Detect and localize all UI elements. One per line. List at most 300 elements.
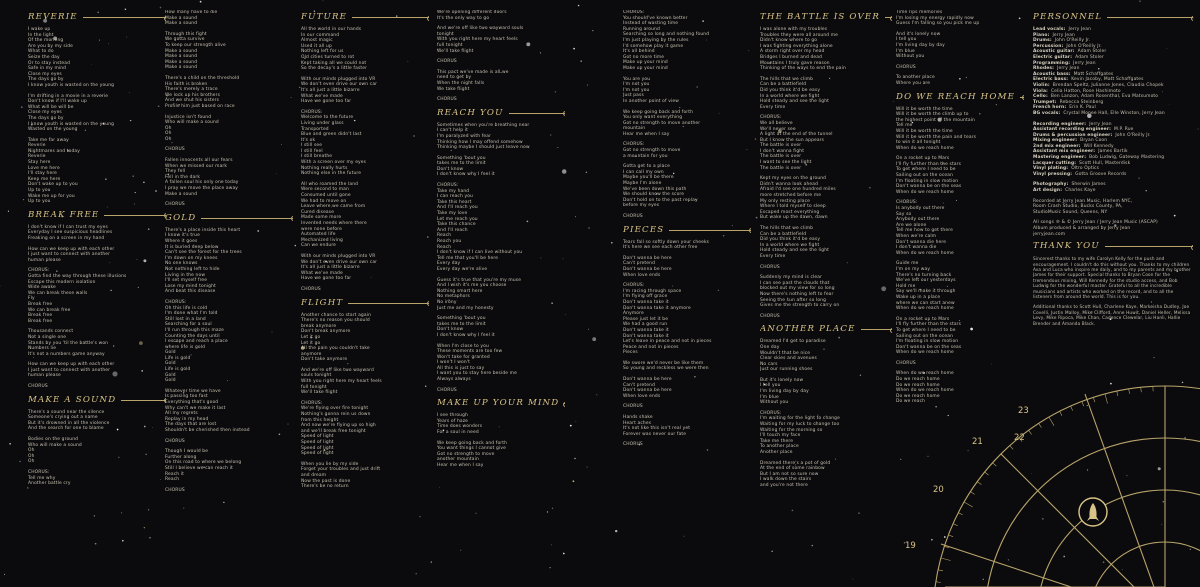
- star: [200, 1, 202, 3]
- dial-tick: [953, 524, 958, 526]
- credit-name: Jerry Jean: [1089, 121, 1112, 127]
- lyric-line: Everything that's good: [165, 400, 219, 406]
- lyric-line: Escaped most everything: [760, 209, 820, 215]
- lyric-line: Tell me why: [28, 475, 56, 481]
- lyric-line: It's the only way to go: [437, 15, 490, 21]
- celestial-dial-graphic: [845, 360, 1200, 587]
- lyric-line: Make up your mind: [623, 65, 668, 71]
- lyric-line: another mountain: [437, 457, 479, 463]
- lyrics-column-2: [165, 10, 293, 581]
- credit-role: BG vocals:: [1033, 110, 1061, 116]
- lyric-line: Can't pretend: [623, 382, 656, 388]
- dial-tick: [1141, 387, 1142, 392]
- lyric-line: Oh: [28, 453, 35, 459]
- lyric-line: Close my eyes: [28, 71, 62, 77]
- title-rule: [352, 17, 429, 18]
- credit-name: Jerry Jean: [1073, 60, 1096, 66]
- lyric-line: Where you are: [896, 80, 931, 86]
- lyric-line: takes me to the limit: [437, 161, 486, 167]
- lyric-line: I don't know why I feel it: [437, 332, 495, 338]
- song-title-text: FUTURE: [301, 12, 348, 22]
- lyric-line: full tonight: [437, 42, 463, 48]
- lyric-stanza: [437, 183, 565, 273]
- lyric-line: Leave where we came from: [301, 204, 366, 210]
- lyric-line: takes me to the limit: [437, 321, 486, 327]
- lyric-line: Searching for a soul: [165, 322, 212, 328]
- lyric-line: Forever was never our fate: [623, 431, 687, 437]
- lyric-line: I see through: [437, 413, 468, 419]
- lyric-stanza: [28, 27, 166, 89]
- lyric-line: I tell you: [760, 383, 781, 389]
- credit-name: John O'Reilly Jr.: [1115, 132, 1151, 138]
- lyric-line: to win it all tonight: [896, 140, 941, 146]
- lyric-line: Mountains I truly gave reason: [760, 60, 830, 66]
- lyric-line: CHORUS: [623, 442, 643, 448]
- lyric-stanza: [301, 110, 429, 177]
- lyric-line: But it's lonely now: [760, 377, 804, 383]
- lyric-line: Or to stay instead: [28, 60, 71, 66]
- lyric-stanza: [301, 287, 429, 293]
- lyric-line: All this is just to say: [437, 365, 485, 371]
- lyric-line: Say so: [896, 211, 912, 217]
- lyric-stanza: [165, 115, 293, 143]
- lyric-line: and we'll break free tonight: [301, 428, 366, 434]
- lyric-line: I'm on my way: [896, 266, 931, 272]
- lyric-line: With a screen over my eyes: [301, 160, 367, 166]
- lyric-line: Make a sound: [165, 48, 198, 54]
- lyric-line: Sometimes when you're breathing near: [437, 122, 530, 128]
- song-title-text: FLIGHT: [301, 297, 344, 308]
- lyric-line: Make a sound: [165, 59, 198, 65]
- lyrics-column-4: [437, 10, 565, 581]
- title-rule: [1105, 246, 1193, 247]
- lyric-line: CHORUS: [760, 313, 780, 319]
- dial-tick: [1105, 394, 1108, 404]
- dial-tick: [1060, 411, 1062, 415]
- lyric-line: I escape and reach a place: [165, 339, 228, 345]
- lyric-line: To get where I need to be: [896, 167, 956, 173]
- lyric-stanza: [437, 441, 565, 469]
- lyric-line: Close my eyes: [28, 110, 62, 116]
- title-rule: [564, 403, 565, 404]
- star: [295, 245, 296, 246]
- lyric-line: In another point of view: [623, 98, 679, 104]
- lyric-line: And we shut his sisters: [165, 98, 220, 104]
- lyric-line: Pieces: [623, 350, 638, 356]
- lyric-line: Don't break anymore: [301, 329, 351, 335]
- song-title-text: ANOTHER PLACE: [760, 324, 856, 335]
- lyric-stanza: [623, 142, 751, 159]
- lyric-stanza: [437, 59, 565, 65]
- dial-tick: [1039, 423, 1042, 427]
- lyric-line: Mechanized living: [301, 237, 343, 243]
- lyric-stanza: [28, 384, 166, 390]
- lyric-line: more stretched before me: [760, 193, 822, 199]
- lyric-line: I know youth is wasted on the young: [28, 82, 115, 88]
- lyric-line: Fly: [28, 296, 35, 302]
- lyric-line: Love me here: [28, 165, 60, 171]
- dial-core-ring: [1089, 542, 1200, 587]
- lyric-line: We don't even drive our own car: [301, 259, 378, 265]
- title-rule: [201, 218, 293, 219]
- lyric-line: Without you: [760, 400, 789, 406]
- lyric-line: Blue and green didn't last: [301, 132, 362, 138]
- lyric-line: Further along: [165, 454, 197, 460]
- title-rule: [509, 113, 565, 114]
- lyric-stanza: [623, 214, 751, 220]
- lyric-stanza: [623, 415, 751, 437]
- star: [431, 561, 432, 562]
- lyric-line: Living under glass: [301, 120, 344, 126]
- title-rule: [669, 230, 751, 231]
- lyric-line: On a rocket up to Mars: [896, 156, 950, 162]
- star: [586, 172, 587, 173]
- lyric-stanza: [623, 10, 751, 72]
- lyric-line: We had to move on: [301, 198, 347, 204]
- dial-inner-ring: [1037, 490, 1200, 587]
- lyric-stanza: [760, 115, 892, 171]
- lyric-stanza: [437, 123, 565, 151]
- lyric-line: I don't know if I can live without you: [437, 250, 523, 256]
- lyric-line: I'm down on my knees: [165, 255, 218, 261]
- lyric-line: Just me and my honesty: [437, 305, 494, 311]
- dial-tick: [1029, 430, 1032, 434]
- lyric-line: Life is gold: [165, 367, 191, 373]
- lyric-line: Forget your troubles and just drift: [301, 467, 381, 473]
- lyric-line: On a rocket up to Mars: [896, 316, 950, 322]
- star: [893, 101, 894, 102]
- dial-tick: [964, 502, 973, 507]
- lyric-line: We'll take flight: [437, 48, 474, 54]
- lyric-line: I'm done what I'm told: [165, 311, 218, 317]
- lyric-line: Please just let it be: [623, 316, 669, 322]
- title-rule: [1020, 97, 1024, 98]
- credit-name: Ben Lanzon, Adam Rosenthal, Eva Matsumoto: [1050, 94, 1159, 100]
- credit-role: Cello:: [1033, 94, 1048, 100]
- lyric-line: A fallen soul his only one today: [165, 180, 239, 186]
- lyric-line: When we're calm: [896, 234, 937, 239]
- credit-name: Bryan Coon: [1080, 138, 1108, 144]
- song-title: [28, 12, 166, 23]
- lyrics-column-3: [301, 10, 429, 581]
- lyric-line: Every time: [760, 104, 786, 110]
- lyric-line: need to get by: [437, 75, 472, 81]
- lyric-stanza: [165, 228, 293, 295]
- lyric-line: The battle is over: [760, 154, 802, 160]
- lyric-line: Don't wanna be here: [623, 377, 672, 383]
- lyric-line: Profile him just based on race: [165, 103, 235, 109]
- star: [1198, 129, 1199, 130]
- lyric-stanza: [896, 32, 1024, 60]
- lyric-stanza: [623, 404, 751, 410]
- lyric-line: Wake up in a place: [896, 294, 941, 300]
- lyric-stanza: [28, 268, 166, 324]
- lyric-line: the highest point of the mountain: [896, 117, 975, 123]
- lyric-line: Don't wanna take it: [623, 299, 669, 305]
- lyric-line: But wake up the dawn, dawn: [760, 215, 828, 221]
- lyric-line: I walk down the stairs: [760, 477, 812, 483]
- lyric-line: All my regrets: [165, 411, 198, 417]
- lyric-line: Whatever time we have: [165, 388, 221, 394]
- lyrics-column-1: [28, 10, 166, 581]
- lyric-line: Now there's nothing left to fear: [760, 291, 834, 297]
- lyric-line: Make a sound: [165, 21, 198, 27]
- lyric-line: Hear me when I say: [623, 131, 670, 137]
- lyric-line: How many have to die: [165, 10, 218, 15]
- dial-number: 19: [905, 541, 916, 551]
- star: [587, 85, 588, 86]
- lyric-line: Say we'll make it through: [896, 289, 956, 295]
- lyric-line: Won't take for granted: [437, 354, 490, 360]
- lyric-stanza: [896, 10, 1024, 27]
- star: [574, 458, 575, 459]
- lyric-line: CHORUS:: [623, 142, 645, 148]
- lyric-line: We've left our yesterdays: [896, 278, 956, 284]
- lyric-line: Oh: [165, 136, 172, 142]
- credit-role: Violin:: [1033, 82, 1050, 88]
- lyric-line: CHORUS:: [437, 183, 459, 189]
- lyric-line: I don't wanna die: [896, 245, 937, 251]
- lyric-line: A storm right over my head: [760, 49, 825, 55]
- lyric-stanza: [301, 462, 429, 490]
- lyric-line: I'm floating in slow motion: [896, 339, 959, 345]
- lyric-line: Freaking on a screen in my hand: [28, 236, 105, 241]
- dial-tick: [1049, 417, 1054, 426]
- lyric-line: Don't wanna take it: [623, 333, 669, 339]
- song-title: [28, 210, 166, 221]
- lyric-stanza: [437, 156, 565, 178]
- credit-role: Vinyl plating:: [1033, 166, 1069, 172]
- section-title: [1033, 12, 1193, 23]
- song-title-text: BREAK FREE: [28, 209, 100, 220]
- lyric-line: Almost magic: [301, 38, 333, 44]
- dial-tick: [985, 472, 989, 475]
- credit-line: Room Crash Studio, Bucks County, PA,: [1033, 204, 1123, 210]
- lyric-line: Injustice isn't found: [165, 114, 212, 120]
- lyric-line: When do we reach home: [896, 145, 954, 151]
- lyric-line: from this height: [301, 417, 339, 423]
- lyric-line: full tonight: [301, 384, 327, 390]
- lyric-line: Something 'bout you: [437, 316, 486, 322]
- lyric-line: I can call my own: [623, 169, 664, 175]
- lyric-line: Every time: [760, 253, 786, 259]
- lyric-line: Nothing else in the future: [301, 171, 362, 177]
- credit-line: Album produced & arranged by Jerry Jean: [1033, 226, 1131, 231]
- lyric-stanza: [760, 27, 892, 72]
- lyric-line: I pray we move the place away: [165, 186, 239, 192]
- credit-name: Scott Hull, Masterdisk: [1079, 160, 1131, 166]
- lyric-line: Guess it's true that you're my muse: [437, 277, 522, 283]
- lyric-line: CHORUS: [623, 214, 643, 219]
- lyric-line: I want to see the light: [760, 160, 812, 166]
- lyric-stanza: [896, 200, 1024, 256]
- lyric-line: When do we reach home: [896, 189, 954, 195]
- lyric-stanza: [896, 156, 1024, 195]
- lyric-line: Not a single one: [28, 334, 67, 340]
- credit-line: jerryjean.com: [1033, 231, 1066, 237]
- lyric-line: Wouldn't that be nice: [760, 350, 811, 356]
- song-section: [623, 10, 751, 220]
- lyric-line: Consumed until gone: [301, 193, 351, 199]
- credit-role: Electric bass:: [1033, 77, 1069, 83]
- lyric-line: Waiting for the morning so: [760, 427, 823, 433]
- lyric-line: Do we reach home: [896, 382, 940, 388]
- lyric-line: Don't wanna be on the seas: [896, 344, 962, 350]
- lyric-line: Will it be worth the time: [896, 106, 953, 112]
- lyric-line: Reach it: [165, 471, 184, 477]
- lyric-line: Life is gold: [165, 355, 191, 361]
- star: [23, 199, 24, 200]
- credit-name: Adam Stoler: [1075, 54, 1104, 60]
- lyric-line: Hear me when I say: [437, 463, 484, 468]
- lyric-line: We can break these walls: [28, 290, 88, 296]
- lyric-line: Hold me: [896, 283, 916, 289]
- lyric-line: What we've made: [301, 93, 343, 99]
- lyric-line: Searching so long and nothing found: [623, 32, 710, 38]
- lyric-line: I still see: [301, 143, 323, 149]
- dial-number: 21: [972, 437, 983, 447]
- credit-name: Jerry Jean: [1057, 66, 1080, 72]
- credit-role: Mastering engineer:: [1033, 155, 1087, 161]
- lyric-line: Let me reach you: [437, 216, 478, 222]
- lyric-line: And it's lonely now: [896, 31, 941, 37]
- lyric-line: Oh this life is cold: [165, 305, 208, 311]
- lyric-line: Every day we're alive: [437, 266, 488, 272]
- lyric-line: CHORUS: [437, 97, 457, 103]
- lyric-stanza: [165, 76, 293, 110]
- lyric-line: Don't know: [437, 327, 464, 333]
- lyric-line: In a world where we fight: [760, 242, 820, 248]
- lyric-stanza: [437, 413, 565, 435]
- lyric-line: Break free: [28, 313, 53, 319]
- lyric-line: Take this chance: [437, 222, 476, 228]
- song-section: [165, 10, 293, 208]
- lyric-line: Maybe I'm alone: [623, 181, 662, 187]
- lyric-line: Fell in the dark: [165, 174, 201, 180]
- lyric-line: On this road to where we belong: [165, 460, 242, 466]
- lyric-line: Can't see the forest for the trees: [165, 250, 242, 256]
- lyric-line: I'm racing through space: [623, 288, 682, 294]
- lyric-line: Just pass: [623, 93, 644, 99]
- lyric-line: blocked out my view for so long: [760, 286, 835, 292]
- song-section: [437, 108, 565, 394]
- lyric-line: The hills that we climb: [760, 226, 814, 231]
- lyric-stanza: [437, 26, 565, 54]
- credit-name: Charles Kaye: [1065, 188, 1096, 194]
- credit-name: John O'Reilly Jr.: [1066, 43, 1102, 49]
- lyric-stanza: [623, 110, 751, 138]
- song-section: [28, 210, 166, 390]
- lyric-line: We're opening different doors: [437, 10, 507, 15]
- song-title: [760, 12, 892, 23]
- lyric-line: I just want to connect with another: [28, 367, 111, 373]
- musician-list: [1033, 27, 1193, 117]
- lyric-stanza: [623, 240, 751, 251]
- lyric-line: Have we gone too far: [301, 276, 352, 282]
- lyric-line: Who will make a sound: [165, 120, 219, 126]
- credit-name: Bob Ludwig, Gateway Mastering: [1089, 155, 1165, 161]
- lyric-stanza: [760, 265, 892, 271]
- dial-number: 23: [1018, 406, 1029, 416]
- lyric-line: where we can start anew: [896, 300, 955, 306]
- lyric-line: How can we keep up with each other: [28, 246, 115, 252]
- lyric-line: We don't even drive our own car: [301, 82, 378, 88]
- lyric-line: CHORUS:: [896, 200, 918, 206]
- dial-tick: [1129, 389, 1130, 394]
- song-section: [760, 12, 892, 319]
- star: [0, 286, 1, 287]
- lyric-line: Someone's crying out a name: [28, 415, 98, 421]
- lyric-line: My only resting place: [760, 198, 811, 204]
- star: [160, 7, 162, 9]
- lyric-line: Take me there: [760, 438, 794, 444]
- lyric-line: Oh: [165, 131, 172, 137]
- lyric-line: Can't pretend: [623, 261, 656, 267]
- song-title: [623, 225, 751, 236]
- lyric-line: I don't know if I can trust my eyes: [28, 224, 108, 230]
- lyric-line: I'd somehow play it game: [623, 43, 684, 49]
- credit-line: Recorded at Jerry Jean Music, Harlem NYC,: [1033, 198, 1133, 204]
- lyric-stanza: [301, 77, 429, 105]
- lyric-line: All the world in our hands: [301, 27, 362, 32]
- song-title-text: PIECES: [623, 224, 665, 235]
- lyric-line: I'll fly further than the stars: [896, 161, 962, 167]
- lyric-line: CHORUS: [437, 387, 457, 393]
- star: [592, 30, 593, 31]
- lyric-line: Hold steady and see the light: [760, 99, 829, 105]
- lyric-line: Escape this modern isolation: [28, 279, 96, 285]
- dial-tick: [938, 570, 943, 571]
- lyric-stanza: [165, 488, 293, 494]
- lyric-line: Keep me here: [28, 176, 61, 182]
- credit-role: Viola:: [1033, 88, 1048, 94]
- thank-you-section: [1033, 241, 1193, 326]
- lyric-line: At the end of some rainbow: [760, 466, 825, 472]
- lyric-stanza: [623, 164, 751, 209]
- lyric-stanza: [165, 449, 293, 483]
- lyric-line: Sailing out on the ocean: [896, 173, 954, 179]
- lyric-line: There's no reason you should: [301, 318, 370, 324]
- lyric-line: Did you think it'd be easy: [760, 237, 821, 243]
- lyric-stanza: [28, 225, 166, 242]
- lyric-line: But it's drowned in all the violence: [28, 420, 110, 426]
- lyric-line: We lock up his brothers: [165, 92, 221, 98]
- lyric-line: We'll take flight: [301, 390, 338, 396]
- lyric-line: Gotta get to a place: [623, 164, 670, 170]
- lyric-line: human please: [28, 373, 61, 379]
- lyric-line: I'm living day by day: [896, 42, 945, 48]
- star: [756, 217, 758, 219]
- lyric-line: I'm not you: [623, 87, 650, 93]
- lyric-line: Seize the day: [28, 54, 60, 60]
- lyric-line: Something 'bout you: [437, 155, 486, 161]
- lyric-line: Don't take anymore: [301, 357, 348, 363]
- lyric-stanza: [165, 32, 293, 71]
- lyric-line: And the search for one to blame: [28, 426, 104, 432]
- lyric-line: Another chance to start again: [301, 312, 372, 318]
- song-title: [301, 298, 429, 309]
- star: [4, 574, 5, 575]
- lyric-line: Don't hold on to the past replay: [623, 197, 698, 203]
- lyric-line: In the light: [28, 32, 54, 38]
- lyric-line: I don't know why I feel it: [437, 172, 495, 178]
- credit-role: Acoustic guitar:: [1033, 49, 1075, 55]
- lyric-line: Gold: [165, 361, 176, 367]
- song-title-text: DO WE REACH HOME: [896, 91, 1016, 102]
- lyric-line: souls tonight: [301, 373, 332, 379]
- lyric-line: Got no strength to move: [623, 148, 681, 154]
- lyric-stanza: [165, 300, 293, 384]
